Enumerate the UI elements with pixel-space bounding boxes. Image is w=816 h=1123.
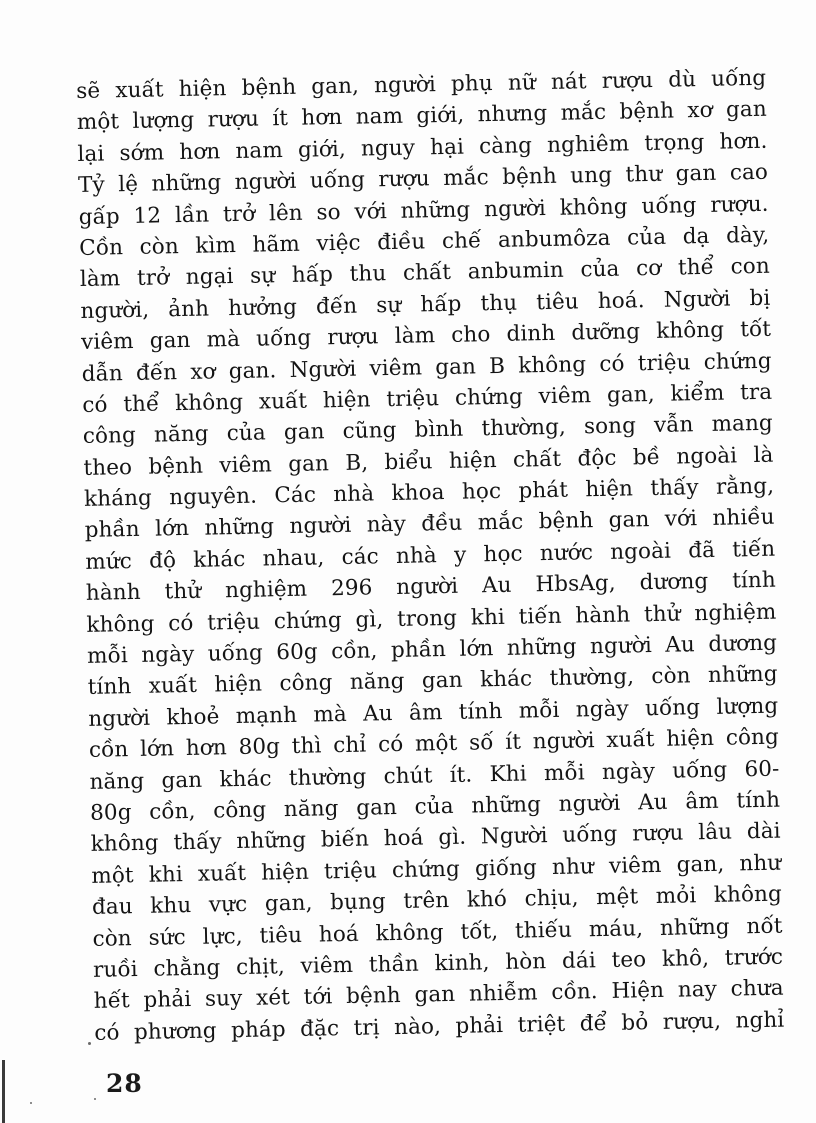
page-number: 28 [106,1069,143,1098]
text-line-7: làm trở ngại sự hấp thu chất anbumin của cơ thể con [79,254,771,293]
text-line-9: viêm gan mà uống rượu làm cho dinh dưỡng không tốt [80,316,772,356]
text-line-8: người, ảnh hưởng đến sự hấp thụ tiêu hoá. Người bị [80,285,771,324]
text-line-29: ruồi chằng chịt, viêm thần kinh, hòn dái teo khô, trước [92,944,784,983]
text-line-10: dẫn đến xơ gan. Người viêm gan B không có triệu chứng [81,348,772,387]
scan-speck [30,1102,32,1104]
text-line-3: lại sớm hơn nam giới, nguy hại càng nghiêm trọng hơn. [77,128,768,167]
text-line-28: còn sức lực, tiêu hoá không tốt, thiếu máu, những nốt [92,913,783,952]
text-line-17: hành thử nghiệm 296 người Au HbsAg, dương tính [85,567,777,607]
text-line-19: mỗi ngày uống 60g cồn, phần lớn những người Au dương [86,630,778,669]
body-text [76,63,785,1049]
text-line-6: Cồn còn kìm hãm việc điều chế anbumôza của dạ dày, [79,222,770,261]
text-line-14: kháng nguyên. Các nhà khoa học phát hiện thấy rằng, [83,473,775,512]
scan-speck [88,1042,91,1045]
text-line-26: một khi xuất hiện triệu chứng giống như viêm gan, như [91,850,782,889]
text-line-11: có thể không xuất hiện triệu chứng viêm gan, kiểm tra [82,379,773,418]
text-line-13: theo bệnh viêm gan B, biểu hiện chất độc bề ngoài là [83,442,774,481]
text-line-5: gấp 12 lần trở lên so với những người không uống rượu. [78,191,769,230]
text-line-27: đau khu vực gan, bụng trên khó chịu, mệt mỏi không [91,881,783,921]
text-line-12: công năng của gan cũng bình thường, song vẫn mang [82,410,774,450]
text-line-30: hết phải suy xét tới bệnh gan nhiễm cồn. Hiện nay chưa [93,975,784,1015]
text-line-18: không có triệu chứng gì, trong khi tiến hành thử nghiệm [86,599,777,638]
scan-speck [94,1098,96,1100]
text-line-22: cồn lớn hơn 80g thì chỉ có một số ít người xuất hiện công [88,724,780,764]
text-line-31: có phương pháp đặc trị nào, phải triệt để bỏ rượu, nghỉ [94,1007,785,1046]
text-line-16: mức độ khác nhau, các nhà y học nước ngoài đã tiến [85,536,776,575]
text-line-23: năng gan khác thường chút ít. Khi mỗi ngày uống 60- [89,756,780,795]
text-line-24: 80g cồn, công năng gan của những người Au âm tính [89,787,781,826]
text-line-1: sẽ xuất hiện bệnh gan, người phụ nữ nát rượu dù uống [76,65,767,104]
text-line-20: tính xuất hiện công năng gan khác thường, còn những [87,662,778,701]
scan-binding-edge [2,1060,5,1123]
text-line-4: Tỷ lệ những người uống rượu mắc bệnh ung thư gan cao [77,159,769,199]
text-line-25: không thấy những biến hoá gì. Người uống rượu lâu dài [90,818,781,858]
text-line-2: một lượng rượu ít hơn nam giới, nhưng mắc bệnh xơ gan [76,97,768,136]
text-line-15: phần lớn những người này đều mắc bệnh gan với nhiều [84,505,775,544]
text-line-21: người khoẻ mạnh mà Au âm tính mỗi ngày uống lượng [88,693,779,732]
